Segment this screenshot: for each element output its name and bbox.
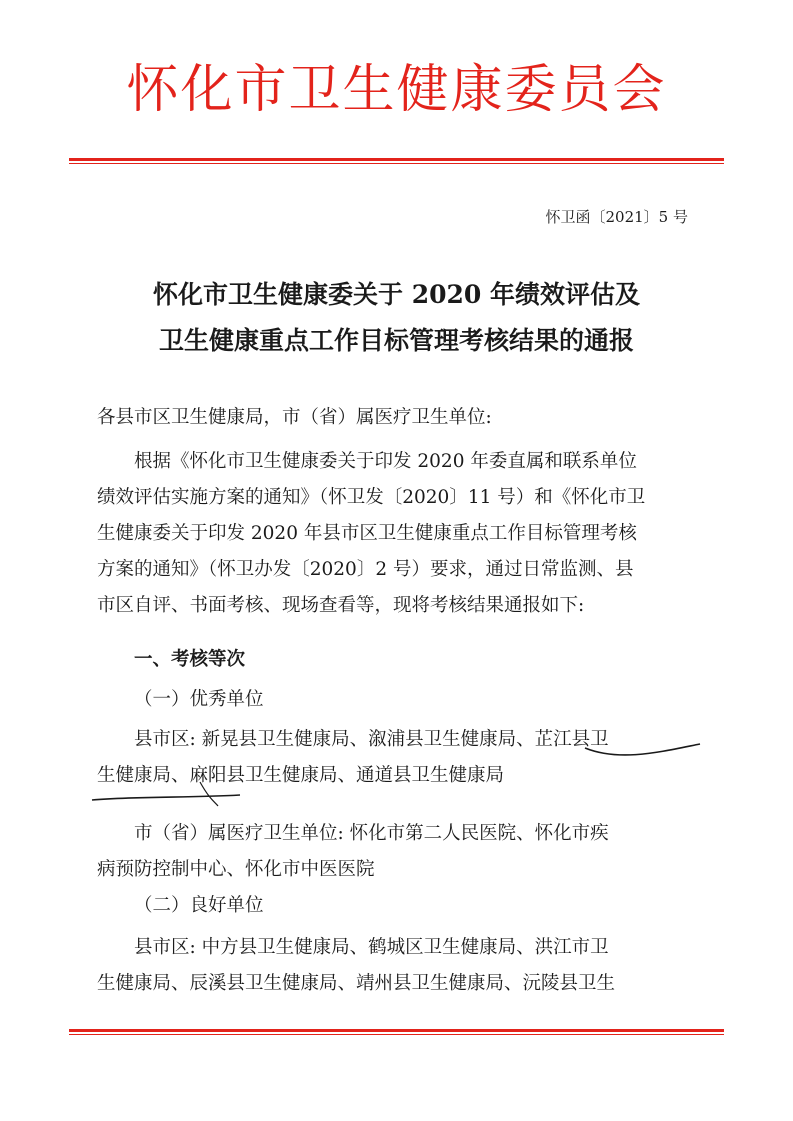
good-county-list xyxy=(97,930,700,1002)
paragraph-line: 绩效评估实施方案的通知》（怀卫发〔2020〕11 号）和《怀化市卫 xyxy=(97,487,646,508)
header-divider xyxy=(69,158,724,164)
title-line: 卫生健康重点工作目标管理考核结果的通报 xyxy=(158,326,634,355)
paragraph-line: 县市区: 新晃县卫生健康局、溆浦县卫生健康局、芷江县卫 xyxy=(134,729,609,750)
paragraph-line: 病预防控制中心、怀化市中医医院 xyxy=(97,859,375,880)
document-title xyxy=(0,272,793,364)
intro-paragraph xyxy=(97,444,700,624)
footer-divider xyxy=(69,1029,724,1035)
paragraph-line: 市（省）属医疗卫生单位: 怀化市第二人民医院、怀化市疾 xyxy=(134,823,609,844)
paragraph-line: 根据《怀化市卫生健康委关于印发 2020 年委直属和联系单位 xyxy=(134,451,637,472)
excellent-city-list xyxy=(97,816,700,888)
subsection-heading: （二）良好单位 xyxy=(134,895,264,916)
excellent-county-list xyxy=(97,722,700,794)
paragraph-line: 县市区: 中方县卫生健康局、鹤城区卫生健康局、洪江市卫 xyxy=(134,937,609,958)
paragraph-line: 市区自评、书面考核、现场查看等，现将考核结果通报如下: xyxy=(97,595,585,616)
section-heading: 一、考核等次 xyxy=(134,649,246,670)
paragraph-line: 生健康局、麻阳县卫生健康局、通道县卫生健康局 xyxy=(97,765,505,786)
salutation: 各县市区卫生健康局，市（省）属医疗卫生单位: xyxy=(97,407,492,428)
paragraph-line: 生健康委关于印发 2020 年县市区卫生健康重点工作目标管理考核 xyxy=(97,523,637,544)
paragraph-line: 生健康局、辰溪县卫生健康局、靖州县卫生健康局、沅陵县卫生 xyxy=(97,973,616,994)
title-line: 怀化市卫生健康委关于 2020 年绩效评估及 xyxy=(153,280,640,309)
subsection-heading: （一）优秀单位 xyxy=(134,689,264,710)
document-number: 怀卫函〔2021〕5 号 xyxy=(545,208,688,226)
paragraph-line: 方案的通知》（怀卫办发〔2020〕2 号）要求，通过日常监测、县 xyxy=(97,559,634,580)
org-masthead: 怀化市卫生健康委员会 xyxy=(126,60,667,120)
